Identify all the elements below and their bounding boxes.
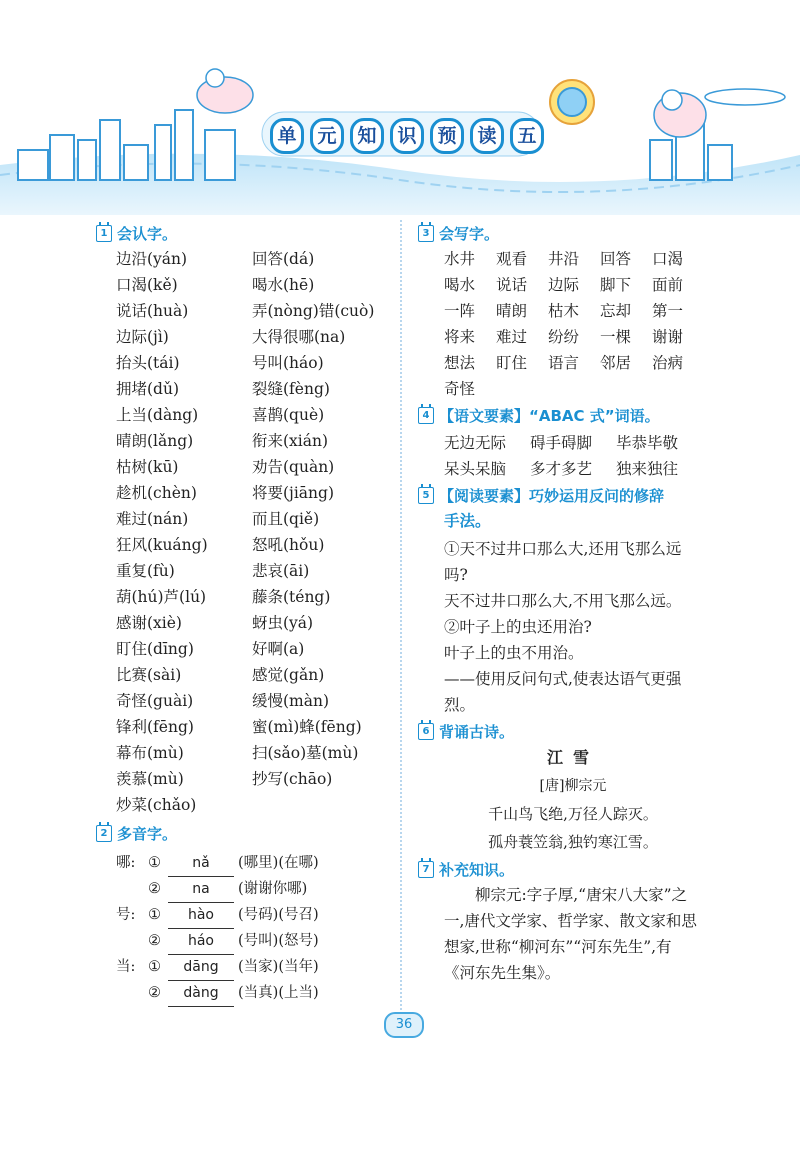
polyphone-index: ①	[148, 959, 161, 975]
header-banner-illustration	[0, 0, 800, 215]
title-char: 预	[430, 118, 464, 154]
calendar-number-icon: 2	[96, 825, 112, 842]
word-item: 悲哀(āi)	[252, 562, 310, 580]
word-item: 口渴(kě)	[116, 276, 178, 294]
polyphone-char: 哪:	[116, 855, 136, 871]
calendar-number-icon: 7	[418, 861, 434, 878]
word-item: 第一	[652, 302, 684, 320]
word-item: 喝水(hē)	[252, 276, 315, 294]
word-item: 炒菜(chǎo)	[116, 796, 197, 814]
word-item	[252, 792, 402, 818]
word-item: 号叫(háo)	[252, 354, 324, 372]
word-row	[444, 298, 718, 324]
title-char: 单	[270, 118, 304, 154]
poem-line: 孤舟蓑笠翁,独钓寒江雪。	[488, 833, 658, 851]
word-item: 想法	[444, 354, 476, 372]
fairy-left-icon	[197, 69, 253, 113]
example-line: ①天不过井口那么大,还用飞那么远吗?	[444, 540, 682, 584]
polyphone-char: 当:	[116, 959, 136, 975]
word-item: 治病	[652, 354, 684, 372]
section-header-7	[418, 856, 718, 882]
polyphone-list	[116, 850, 396, 1006]
word-item: 重复(fù)	[116, 562, 175, 580]
poem-title: 江雪	[546, 748, 599, 767]
word-item: 晴朗(lǎng)	[116, 432, 194, 450]
word-item: 扫(sǎo)墓(mù)	[252, 744, 359, 762]
word-item: 难过	[496, 328, 528, 346]
word-item: 盯住(dīng)	[116, 640, 194, 658]
polyphone-row	[116, 850, 396, 876]
word-item: 难过(nán)	[116, 510, 189, 528]
word-item	[548, 376, 600, 402]
section-label: 【阅读要素】巧妙运用反问的修辞	[439, 486, 665, 505]
example-line: ——使用反问句式,使表达语气更强烈。	[444, 670, 682, 714]
example-line: ②叶子上的虫还用治?	[444, 618, 592, 636]
word-item: 盯住	[496, 354, 528, 372]
pinyin-answer: hào	[168, 902, 234, 929]
pinyin-answer: dāng	[168, 954, 234, 981]
word-row	[444, 246, 718, 272]
section-header-2	[96, 820, 396, 846]
section-label: 会写字。	[439, 224, 500, 243]
page-title	[270, 118, 544, 152]
word-item: 狂风(kuáng)	[116, 536, 208, 554]
word-item: 裂缝(fèng)	[252, 380, 330, 398]
word-item: 面前	[652, 276, 684, 294]
section-header-6	[418, 718, 718, 744]
polyphone-words: (当真)(上当)	[238, 985, 319, 1001]
word-item	[600, 376, 652, 402]
abac-row	[444, 456, 718, 482]
abac-word: 多才多艺	[530, 460, 593, 478]
word-item: 观看	[496, 250, 528, 268]
rhetorical-question-examples	[418, 536, 718, 718]
word-item: 弄(nòng)错(cuò)	[252, 302, 375, 320]
word-item: 将要(jiāng)	[252, 484, 335, 502]
section-label: 多音字。	[117, 824, 178, 843]
section-header-4	[418, 402, 718, 428]
pinyin-answer: háo	[168, 928, 234, 955]
polyphone-row	[116, 928, 396, 954]
word-item: 喜鹊(què)	[252, 406, 325, 424]
word-item: 劝告(quàn)	[252, 458, 335, 476]
word-item: 说话	[496, 276, 528, 294]
calendar-number-icon: 1	[96, 225, 112, 242]
word-item: 回答	[600, 250, 632, 268]
section-header-1	[96, 220, 396, 246]
word-row	[444, 376, 718, 402]
recognize-words-list	[116, 246, 396, 818]
word-item: 忘却	[600, 302, 632, 320]
word-item: 缓慢(màn)	[252, 692, 330, 710]
section-header-5	[418, 482, 718, 508]
abac-word: 毕恭毕敬	[616, 434, 679, 452]
word-item: 抄写(chāo)	[252, 770, 333, 788]
title-char: 读	[470, 118, 504, 154]
section-label: 补充知识。	[439, 860, 515, 879]
polyphone-row	[116, 876, 396, 902]
abac-words-list	[444, 430, 718, 482]
word-item: 葫(hú)芦(lú)	[116, 588, 207, 606]
polyphone-row	[116, 902, 396, 928]
title-char: 元	[310, 118, 344, 154]
word-item: 边际	[548, 276, 580, 294]
word-item: 一阵	[444, 302, 476, 320]
abac-word: 独来独往	[616, 460, 679, 478]
polyphone-index: ①	[148, 855, 161, 871]
section-header-3	[418, 220, 718, 246]
word-item: 衔来(xián)	[252, 432, 329, 450]
word-row	[444, 350, 718, 376]
polyphone-index: ②	[148, 985, 161, 1001]
word-item: 邻居	[600, 354, 632, 372]
calendar-number-icon: 6	[418, 723, 434, 740]
word-item	[652, 376, 704, 402]
word-item: 上当(dàng)	[116, 406, 199, 424]
polyphone-char: 号:	[116, 907, 136, 923]
word-item: 语言	[548, 354, 580, 372]
title-char: 识	[390, 118, 424, 154]
calendar-number-icon: 5	[418, 487, 434, 504]
word-item: 大得很哪(na)	[252, 328, 346, 346]
supplementary-text: 柳宗元:字子厚,“唐宋八大家”之一,唐代文学家、哲学家、散文家和思想家,世称“柳河东”“河东先生”,有《河东先生集》。	[444, 886, 697, 982]
word-item: 锋利(fēng)	[116, 718, 194, 736]
word-item: 抬头(tái)	[116, 354, 180, 372]
word-item: 晴朗	[496, 302, 528, 320]
poem	[444, 744, 702, 856]
pinyin-answer: na	[168, 876, 234, 903]
word-item: 喝水	[444, 276, 476, 294]
word-item: 一棵	[600, 328, 632, 346]
word-item: 回答(dá)	[252, 250, 315, 268]
word-item: 说话(huà)	[116, 302, 189, 320]
word-item	[496, 376, 548, 402]
polyphone-index: ①	[148, 907, 161, 923]
word-row	[444, 272, 718, 298]
polyphone-words: (号叫)(怒号)	[238, 933, 319, 949]
abac-word: 无边无际	[444, 434, 507, 452]
word-item: 而且(qiě)	[252, 510, 320, 528]
polyphone-words: (谢谢你哪)	[238, 881, 308, 897]
word-item: 幕布(mù)	[116, 744, 184, 762]
abac-word: 碍手碍脚	[530, 434, 593, 452]
title-char: 五	[510, 118, 544, 154]
cloud-icon	[705, 89, 785, 105]
word-item: 边际(jì)	[116, 328, 169, 346]
word-item: 蚜虫(yá)	[252, 614, 314, 632]
poem-line: 千山鸟飞绝,万径人踪灭。	[488, 805, 658, 823]
poem-author: [唐]柳宗元	[539, 778, 607, 794]
pinyin-answer: dàng	[168, 980, 234, 1007]
example-line: 天不过井口那么大,不用飞那么远。	[444, 592, 682, 610]
word-item: 枯树(kū)	[116, 458, 179, 476]
abac-row	[444, 430, 718, 456]
word-item: 奇怪(guài)	[116, 692, 194, 710]
word-item: 怒吼(hǒu)	[252, 536, 325, 554]
section-label: 背诵古诗。	[439, 722, 515, 741]
word-item: 将来	[444, 328, 476, 346]
word-item: 羡慕(mù)	[116, 770, 184, 788]
write-words-list	[444, 246, 718, 402]
polyphone-words: (号码)(号召)	[238, 907, 319, 923]
word-item: 藤条(téng)	[252, 588, 331, 606]
word-item: 纷纷	[548, 328, 580, 346]
word-item: 感觉(gǎn)	[252, 666, 325, 684]
word-item: 拥堵(dǔ)	[116, 380, 179, 398]
calendar-number-icon: 4	[418, 407, 434, 424]
left-column	[96, 220, 396, 1006]
word-item: 边沿(yán)	[116, 250, 188, 268]
polyphone-row	[116, 954, 396, 980]
word-item: 水井	[444, 250, 476, 268]
pinyin-answer: nǎ	[168, 850, 234, 877]
calendar-number-icon: 3	[418, 225, 434, 242]
word-item: 脚下	[600, 276, 632, 294]
section-label-continued: 手法。	[444, 512, 491, 530]
word-item: 口渴	[652, 250, 684, 268]
section-label: 【语文要素】“ABAC 式”词语。	[439, 406, 660, 425]
section-label: 会认字。	[117, 224, 178, 243]
title-char: 知	[350, 118, 384, 154]
word-item: 枯木	[548, 302, 580, 320]
word-item: 谢谢	[652, 328, 684, 346]
polyphone-index: ②	[148, 933, 161, 949]
fairy-right-icon	[654, 90, 706, 137]
word-item: 奇怪	[444, 380, 476, 398]
sun-icon	[550, 80, 594, 124]
polyphone-index: ②	[148, 881, 161, 897]
word-item: 好啊(a)	[252, 640, 305, 658]
word-item: 感谢(xiè)	[116, 614, 182, 632]
right-column	[418, 220, 718, 986]
polyphone-words: (哪里)(在哪)	[238, 855, 319, 871]
word-item: 井沿	[548, 250, 580, 268]
word-row	[444, 324, 718, 350]
example-line: 叶子上的虫不用治。	[444, 644, 584, 662]
polyphone-row	[116, 980, 396, 1006]
word-item: 趁机(chèn)	[116, 484, 197, 502]
word-item: 蜜(mì)蜂(fēng)	[252, 718, 362, 736]
page-number: 36	[384, 1012, 424, 1038]
word-item: 比赛(sài)	[116, 666, 182, 684]
abac-word: 呆头呆脑	[444, 460, 507, 478]
polyphone-words: (当家)(当年)	[238, 959, 319, 975]
